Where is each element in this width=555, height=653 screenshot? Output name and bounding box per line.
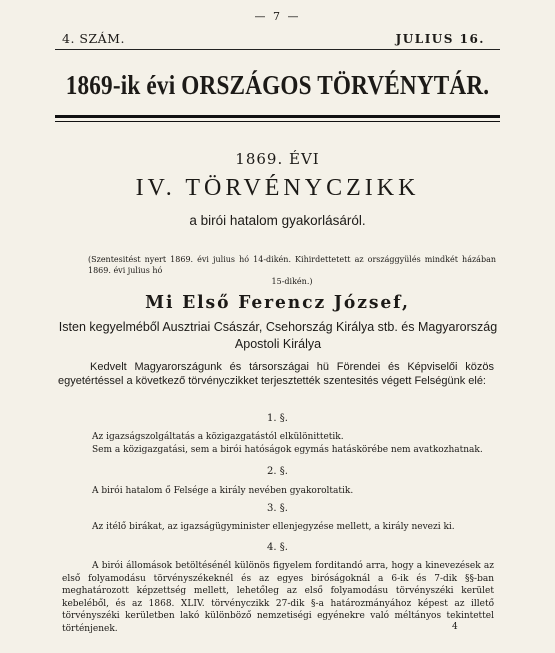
section-3-body	[62, 521, 494, 534]
masthead-title: 1869-ik évi ORSZÁGOS TÖRVÉNYTÁR.	[65, 70, 490, 100]
sanction-line-1: (Szentesitést nyert 1869. évi julius hó 14-dikén. Kihirdettetett az országgyülés mindkét házában 1869. évi julius hó	[88, 255, 496, 275]
preamble-text: Kedvelt Magyarországunk és társországai hü Förendei és Képviselői közös egyetértéssel a következő törvényczikket terjesztették szentesités végett Felségünk elé:	[58, 361, 494, 387]
section-1-body	[62, 431, 494, 456]
section-heading-2: 2. §.	[267, 466, 288, 477]
masthead-rule-thin	[55, 121, 500, 122]
page-number: — 7 —	[254, 10, 301, 23]
section-4-paragraph: A birói állomások betöltésénél különös figyelem forditandó arra, hogy a kinevezések az első folyamodásu törvényszékeknél és az egyes biróságoknál a 6-ik és 7-dik §§-ban meghatározott képzettség mellett, lehetőleg az első folyamodásu törvényszéki kerület kebeléből, és az 1868. XLIV. törvényczikk 27-dik §-a határozmányához képest az illető törvényszéki kerületben lakó különböző nemzetiségi egyénekre való méltányos tekintettel történjenek.	[62, 561, 494, 634]
header-rule	[55, 49, 500, 50]
section-3-line-1: Az itélő birákat, az igazságügyminister ellenjegyzése mellett, a király nevezi ki.	[92, 522, 455, 532]
section-4-body	[62, 560, 494, 635]
law-subtitle: a birói hatalom gyakorlásáról.	[189, 213, 366, 228]
signature-mark: 4	[452, 622, 458, 632]
preamble	[58, 360, 494, 388]
law-year: 1869. ÉVI	[235, 150, 320, 168]
masthead-rule-thick	[55, 115, 500, 118]
sanction-note	[88, 254, 496, 287]
section-2-line-1: A birói hatalom ő Felsége a király nevében gyakoroltatik.	[92, 486, 354, 496]
section-heading-4: 4. §.	[267, 542, 288, 553]
section-1-line-1: Az igazságszolgáltatás a közigazgatástól elkülönittetik.	[92, 432, 344, 442]
issue-date: JULIUS 16.	[395, 32, 485, 46]
section-heading-1: 1. §.	[267, 413, 288, 424]
king-title-line-1: Isten kegyelméből Ausztriai Császár, Csehország Királya stb. és Magyarország	[58, 320, 498, 334]
king-title-line-2: Apostoli Királya	[234, 337, 322, 351]
section-2-body	[62, 485, 494, 498]
law-title: IV. TÖRVÉNYCZIKK	[135, 175, 420, 201]
issue-number: 4. SZÁM.	[62, 31, 125, 46]
sanction-line-2: 15-dikén.)	[271, 277, 313, 286]
section-1-line-2: Sem a közigazgatási, sem a birói hatóságok egymás hatáskörébe nem avatkozhatnak.	[92, 444, 483, 455]
king-title	[58, 319, 498, 353]
section-heading-3: 3. §.	[267, 503, 288, 514]
king-name: Mi Első Ferencz József,	[145, 292, 410, 313]
